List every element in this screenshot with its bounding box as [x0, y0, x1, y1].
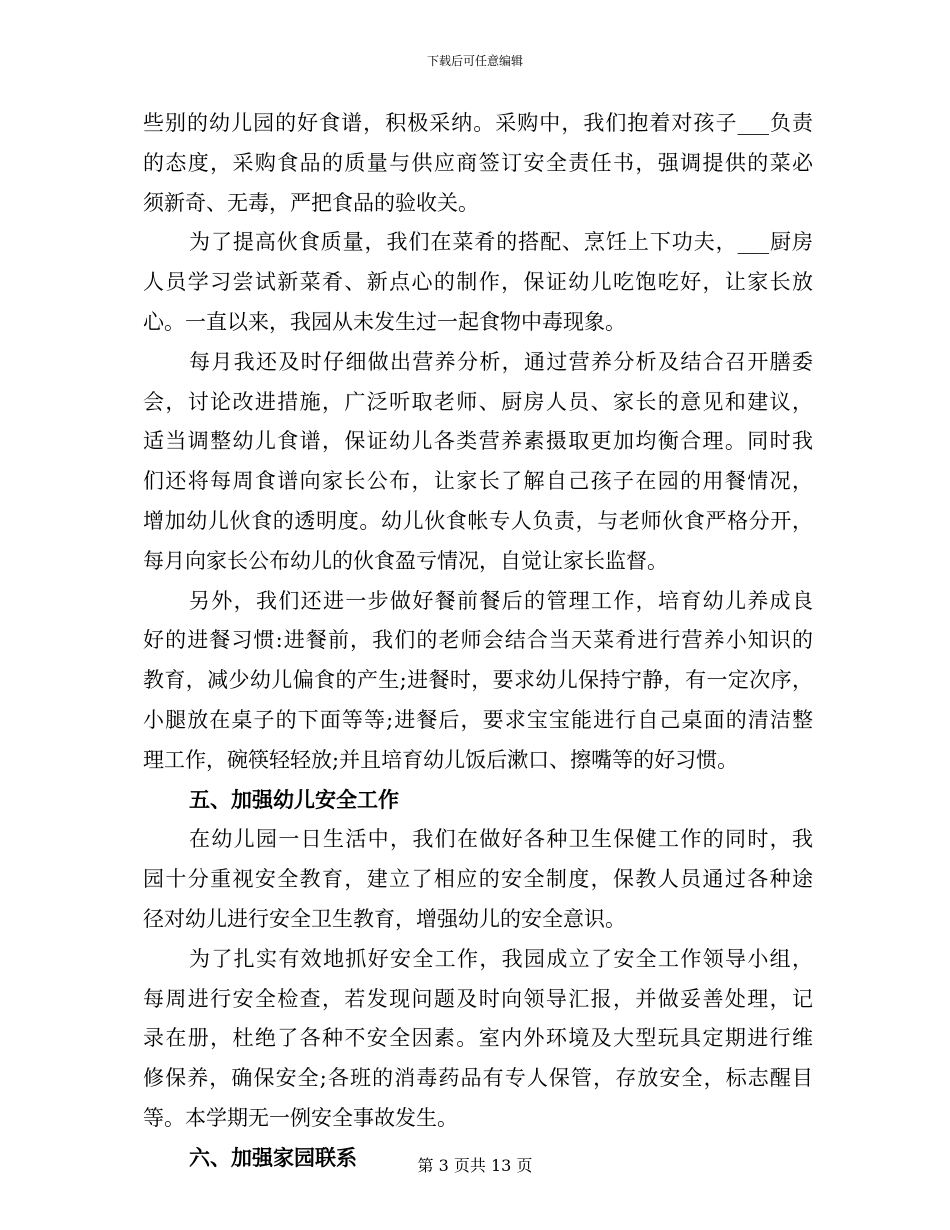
paragraph-line: 们还将每周食谱向家长公布，让家长了解自己孩子在园的用餐情况，: [143, 469, 813, 494]
paragraph-line: 适当调整幼儿食谱，保证幼儿各类营养素摄取更加均衡合理。同时我: [143, 429, 813, 454]
paragraph-line: 修保养，确保安全;各班的消毒药品有专人保管，存放安全，标志醒目: [143, 1066, 813, 1091]
paragraph-line: 些别的幼儿园的好食谱，积极采纳。采购中，我们抱着对孩子___负责: [143, 111, 813, 135]
section-heading-home-school: 六、加强家园联系: [189, 1145, 357, 1170]
paragraph-line: 的态度，采购食品的质量与供应商签订安全责任书，强调提供的菜必: [143, 150, 813, 175]
paragraph-line: 另外，我们还进一步做好餐前餐后的管理工作，培育幼儿养成良: [189, 588, 813, 613]
paragraph-line: 在幼儿园一日生活中，我们在做好各种卫生保健工作的同时，我: [189, 827, 813, 852]
paragraph-line: 增加幼儿伙食的透明度。幼儿伙食帐专人负责，与老师伙食严格分开，: [143, 508, 813, 533]
document-body: [143, 104, 813, 1179]
page-footer: 第 3 页共 13 页: [417, 1156, 533, 1175]
paragraph-line: 园十分重视安全教育，建立了相应的安全制度，保教人员通过各种途: [143, 867, 813, 892]
paragraph-line: 每周进行安全检查，若发现问题及时向领导汇报，并做妥善处理，记: [143, 986, 813, 1011]
paragraph-line: 每月向家长公布幼儿的伙食盈亏情况，自觉让家长监督。: [143, 548, 668, 573]
paragraph-line: 心。一直以来，我园从未发生过一起食物中毒现象。: [143, 309, 626, 334]
page-header: 下载后可任意编辑: [426, 54, 523, 68]
paragraph-line: 理工作，碗筷轻轻放;并且培育幼儿饭后漱口、擦嘴等的好习惯。: [143, 747, 739, 772]
paragraph-line: 每月我还及时仔细做出营养分析，通过营养分析及结合召开膳委: [189, 349, 813, 374]
paragraph-line: 径对幼儿进行安全卫生教育，增强幼儿的安全意识。: [143, 906, 626, 931]
paragraph-line: 为了扎实有效地抓好安全工作，我园成立了安全工作领导小组，: [189, 946, 813, 971]
paragraph-line: 等。本学期无一例安全事故发生。: [143, 1105, 458, 1130]
paragraph-line: 人员学习尝试新菜肴、新点心的制作，保证幼儿吃饱吃好，让家长放: [143, 270, 813, 295]
section-heading-safety: 五、加强幼儿安全工作: [189, 787, 399, 812]
paragraph-line: 小腿放在桌子的下面等等;进餐后，要求宝宝能进行自己桌面的清洁整: [143, 707, 813, 732]
paragraph-line: 教育，减少幼儿偏食的产生;进餐时，要求幼儿保持宁静，有一定次序，: [143, 668, 813, 693]
paragraph-line: 好的进餐习惯:进餐前，我们的老师会结合当天菜肴进行营养小知识的: [143, 628, 813, 653]
paragraph-line: 为了提高伙食质量，我们在菜肴的搭配、烹饪上下功夫，___厨房: [189, 230, 813, 255]
paragraph-line: 录在册，杜绝了各种不安全因素。室内外环境及大型玩具定期进行维: [143, 1026, 813, 1051]
paragraph-line: 须新奇、无毒，严把食品的验收关。: [143, 190, 479, 215]
paragraph-line: 会，讨论改进措施，广泛听取老师、厨房人员、家长的意见和建议，: [143, 389, 813, 414]
